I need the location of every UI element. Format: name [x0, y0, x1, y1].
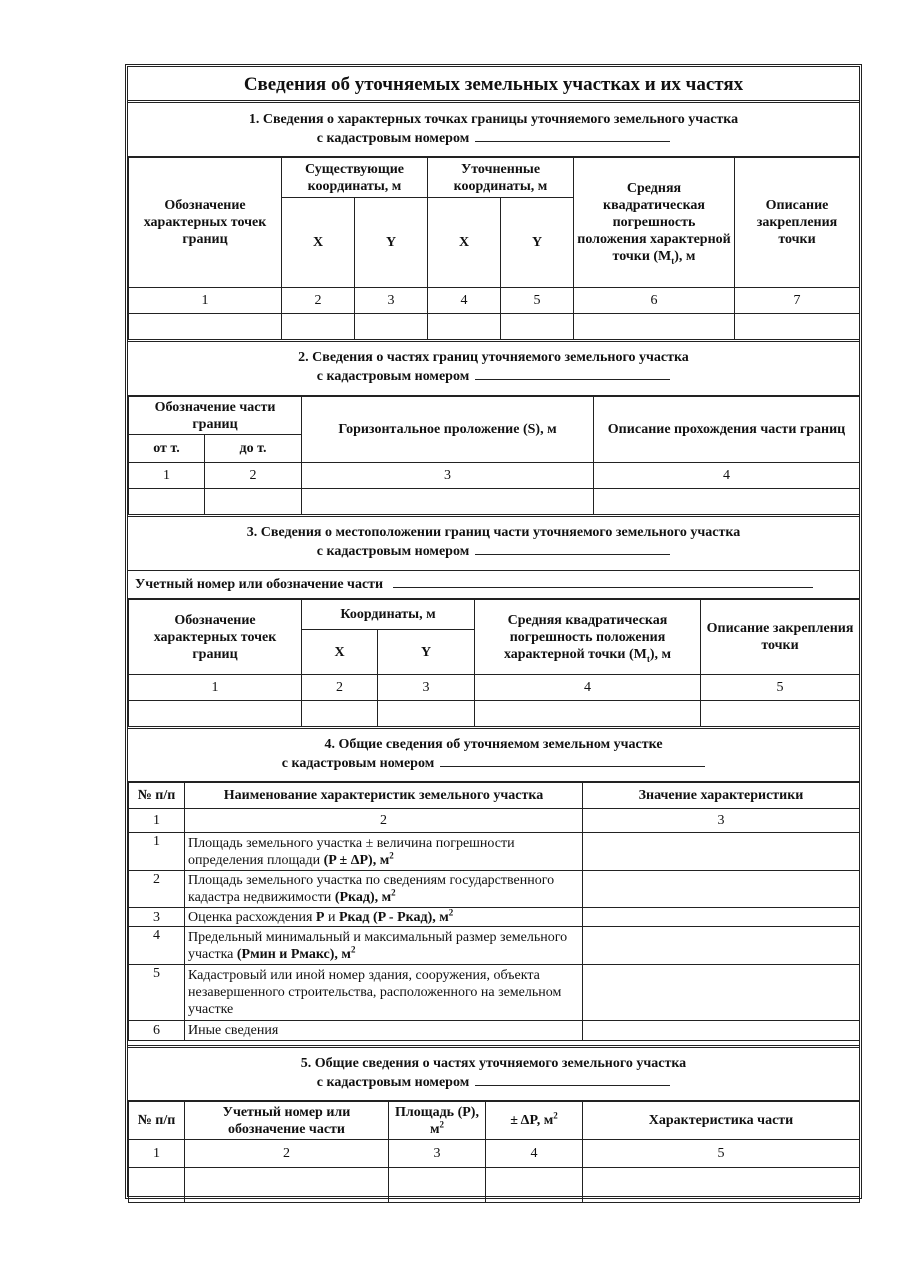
col-number: 4 — [428, 288, 501, 314]
col-points-header: Обозначение характерных точек границ — [129, 600, 302, 675]
col-number: 1 — [129, 288, 282, 314]
section-4-header — [128, 729, 859, 782]
empty-cell[interactable] — [302, 701, 378, 727]
col-number: 2 — [185, 809, 583, 833]
section-2-table — [128, 396, 860, 515]
col-number: 5 — [501, 288, 574, 314]
empty-cell[interactable] — [486, 1168, 583, 1203]
x-header: X — [302, 630, 378, 675]
col-desc-header: Описание закрепления точки — [701, 600, 860, 675]
row-label: Кадастровый или иной номер здания, сооружения, объекта незавершенного строительства, расположенного на земельном участке — [185, 965, 583, 1021]
col-desc-header: Описание прохождения части границ — [594, 397, 860, 463]
col-existing-coords-header: Существующие координаты, м — [282, 158, 428, 198]
col-number: 4 — [594, 463, 860, 489]
empty-cell[interactable] — [302, 489, 594, 515]
col-number: 4 — [475, 675, 701, 701]
section-2-header — [128, 342, 859, 396]
table-row — [129, 908, 860, 927]
row-number: 3 — [129, 908, 185, 927]
col-points-header: Обозначение характерных точек границ — [129, 158, 282, 288]
section-3-account-line — [128, 571, 859, 599]
section-1-heading: 1. Сведения о характерных точках границы уточняемого земельного участка — [248, 112, 739, 127]
row-value-cell[interactable] — [583, 833, 860, 871]
table-row — [129, 965, 860, 1021]
empty-cell[interactable] — [701, 701, 860, 727]
empty-cell[interactable] — [501, 314, 574, 340]
account-number-blank[interactable] — [393, 577, 813, 588]
to-point-header: до т. — [205, 435, 302, 463]
section-4-heading: 4. Общие сведения об уточняемом земельном участке — [324, 737, 663, 752]
col-number: 1 — [129, 1140, 185, 1168]
col-part-header: Обозначение части границ — [129, 397, 302, 435]
cadastral-number-blank[interactable] — [475, 544, 670, 555]
col-number: 5 — [701, 675, 860, 701]
col-no-header: № п/п — [129, 1102, 185, 1140]
section-5-cadastral-line — [128, 1073, 859, 1092]
col-number: 3 — [302, 463, 594, 489]
table-row — [129, 927, 860, 965]
empty-cell[interactable] — [428, 314, 501, 340]
empty-cell[interactable] — [378, 701, 475, 727]
empty-cell[interactable] — [355, 314, 428, 340]
table-row — [129, 833, 860, 871]
empty-cell[interactable] — [185, 1168, 389, 1203]
section-2-heading: 2. Сведения о частях границ уточняемого земельного участка — [298, 350, 689, 365]
col-number: 2 — [302, 675, 378, 701]
row-label: Оценка расхождения P и Ркад (P - Ркад), $м^2$ — [185, 908, 583, 927]
cadastral-label: с кадастровым номером — [316, 544, 470, 559]
cadastral-label: с кадастровым номером — [316, 1075, 470, 1090]
col-number: 1 — [129, 809, 185, 833]
empty-cell[interactable] — [583, 1168, 860, 1203]
row-number: 2 — [129, 871, 185, 908]
col-desc-header: Описание закрепления точки — [735, 158, 860, 288]
empty-cell[interactable] — [129, 1168, 185, 1203]
y-header: Y — [378, 630, 475, 675]
cadastral-number-blank[interactable] — [440, 756, 705, 767]
col-number: 3 — [355, 288, 428, 314]
col-name-header: Наименование характеристик земельного участка — [185, 783, 583, 809]
col-horiz-header: Горизонтальное проложение (S), м — [302, 397, 594, 463]
row-label: Иные сведения — [185, 1021, 583, 1041]
empty-cell[interactable] — [129, 701, 302, 727]
existing-x-header: X — [282, 198, 355, 288]
col-value-header: Значение характеристики — [583, 783, 860, 809]
row-value-cell[interactable] — [583, 871, 860, 908]
cadastral-number-blank[interactable] — [475, 1075, 670, 1086]
col-refined-coords-header: Уточненные координаты, м — [428, 158, 574, 198]
refined-y-header: Y — [501, 198, 574, 288]
col-number: 2 — [282, 288, 355, 314]
section-5-heading: 5. Общие сведения о частях уточняемого земельного участка — [300, 1056, 687, 1071]
empty-cell[interactable] — [594, 489, 860, 515]
empty-cell[interactable] — [129, 314, 282, 340]
empty-cell[interactable] — [735, 314, 860, 340]
col-number: 6 — [574, 288, 735, 314]
cadastral-number-blank[interactable] — [475, 131, 670, 142]
row-label: Площадь земельного участка ± величина погрешности определения площади (P ± ΔP), $м^2$ — [185, 833, 583, 871]
empty-cell[interactable] — [574, 314, 735, 340]
row-number: 6 — [129, 1021, 185, 1041]
row-number: 4 — [129, 927, 185, 965]
section-3-table — [128, 599, 860, 727]
cadastral-label: с кадастровым номером — [316, 369, 470, 384]
empty-cell[interactable] — [389, 1168, 486, 1203]
row-value-cell[interactable] — [583, 965, 860, 1021]
table-row — [129, 871, 860, 908]
col-coords-header: Координаты, м — [302, 600, 475, 630]
from-point-header: от т. — [129, 435, 205, 463]
section-1-header — [128, 103, 859, 157]
section-5-header — [128, 1048, 859, 1101]
row-value-cell[interactable] — [583, 1021, 860, 1041]
cadastral-label: с кадастровым номером — [316, 131, 470, 146]
section-3-header — [128, 517, 859, 571]
col-no-header: № п/п — [129, 783, 185, 809]
col-delta-header: ± ΔP, $м^2$ — [486, 1102, 583, 1140]
empty-cell[interactable] — [475, 701, 701, 727]
col-number: 3 — [378, 675, 475, 701]
refined-x-header: X — [428, 198, 501, 288]
empty-cell[interactable] — [205, 489, 302, 515]
col-number: 4 — [486, 1140, 583, 1168]
section-4-table — [128, 782, 860, 1041]
col-number: 3 — [583, 809, 860, 833]
row-label: Предельный минимальный и максимальный размер земельного участка (Рмин и Рмакс), $м^2$ — [185, 927, 583, 965]
table-row — [129, 1021, 860, 1041]
col-char-header: Характеристика части — [583, 1102, 860, 1140]
col-number: 5 — [583, 1140, 860, 1168]
empty-cell[interactable] — [282, 314, 355, 340]
account-label: Учетный номер или обозначение части — [135, 577, 384, 592]
section-3-cadastral-line — [128, 542, 859, 561]
empty-cell[interactable] — [129, 489, 205, 515]
col-number: 2 — [185, 1140, 389, 1168]
section-4-cadastral-line — [128, 754, 859, 773]
col-number: 1 — [129, 675, 302, 701]
section-2-cadastral-line — [128, 367, 859, 386]
section-3-heading: 3. Сведения о местоположении границ части уточняемого земельного участка — [246, 525, 741, 540]
col-number: 7 — [735, 288, 860, 314]
row-label: Площадь земельного участка по сведениям государственного кадастра недвижимости (Ркад), $м^2$ — [185, 871, 583, 908]
form-sheet — [125, 64, 862, 1199]
form-title: Сведения об уточняемых земельных участках и их частях — [128, 67, 859, 103]
section-5-table — [128, 1101, 860, 1203]
cadastral-label: с кадастровым номером — [281, 756, 435, 771]
col-area-header: Площадь (P), $м^2$ — [389, 1102, 486, 1140]
col-error-header: Средняя квадратическая погрешность положения характерной точки $(M_t)$, м — [574, 158, 735, 288]
row-value-cell[interactable] — [583, 927, 860, 965]
row-number: 1 — [129, 833, 185, 871]
row-value-cell[interactable] — [583, 908, 860, 927]
section-1-cadastral-line — [128, 129, 859, 148]
col-error-header: Средняя квадратическая погрешность положения характерной точки $(M_t)$, м — [475, 600, 701, 675]
col-number: 2 — [205, 463, 302, 489]
row-number: 5 — [129, 965, 185, 1021]
section-1-table — [128, 157, 860, 340]
col-number: 1 — [129, 463, 205, 489]
cadastral-number-blank[interactable] — [475, 369, 670, 380]
col-number: 3 — [389, 1140, 486, 1168]
col-account-header: Учетный номер или обозначение части — [185, 1102, 389, 1140]
existing-y-header: Y — [355, 198, 428, 288]
